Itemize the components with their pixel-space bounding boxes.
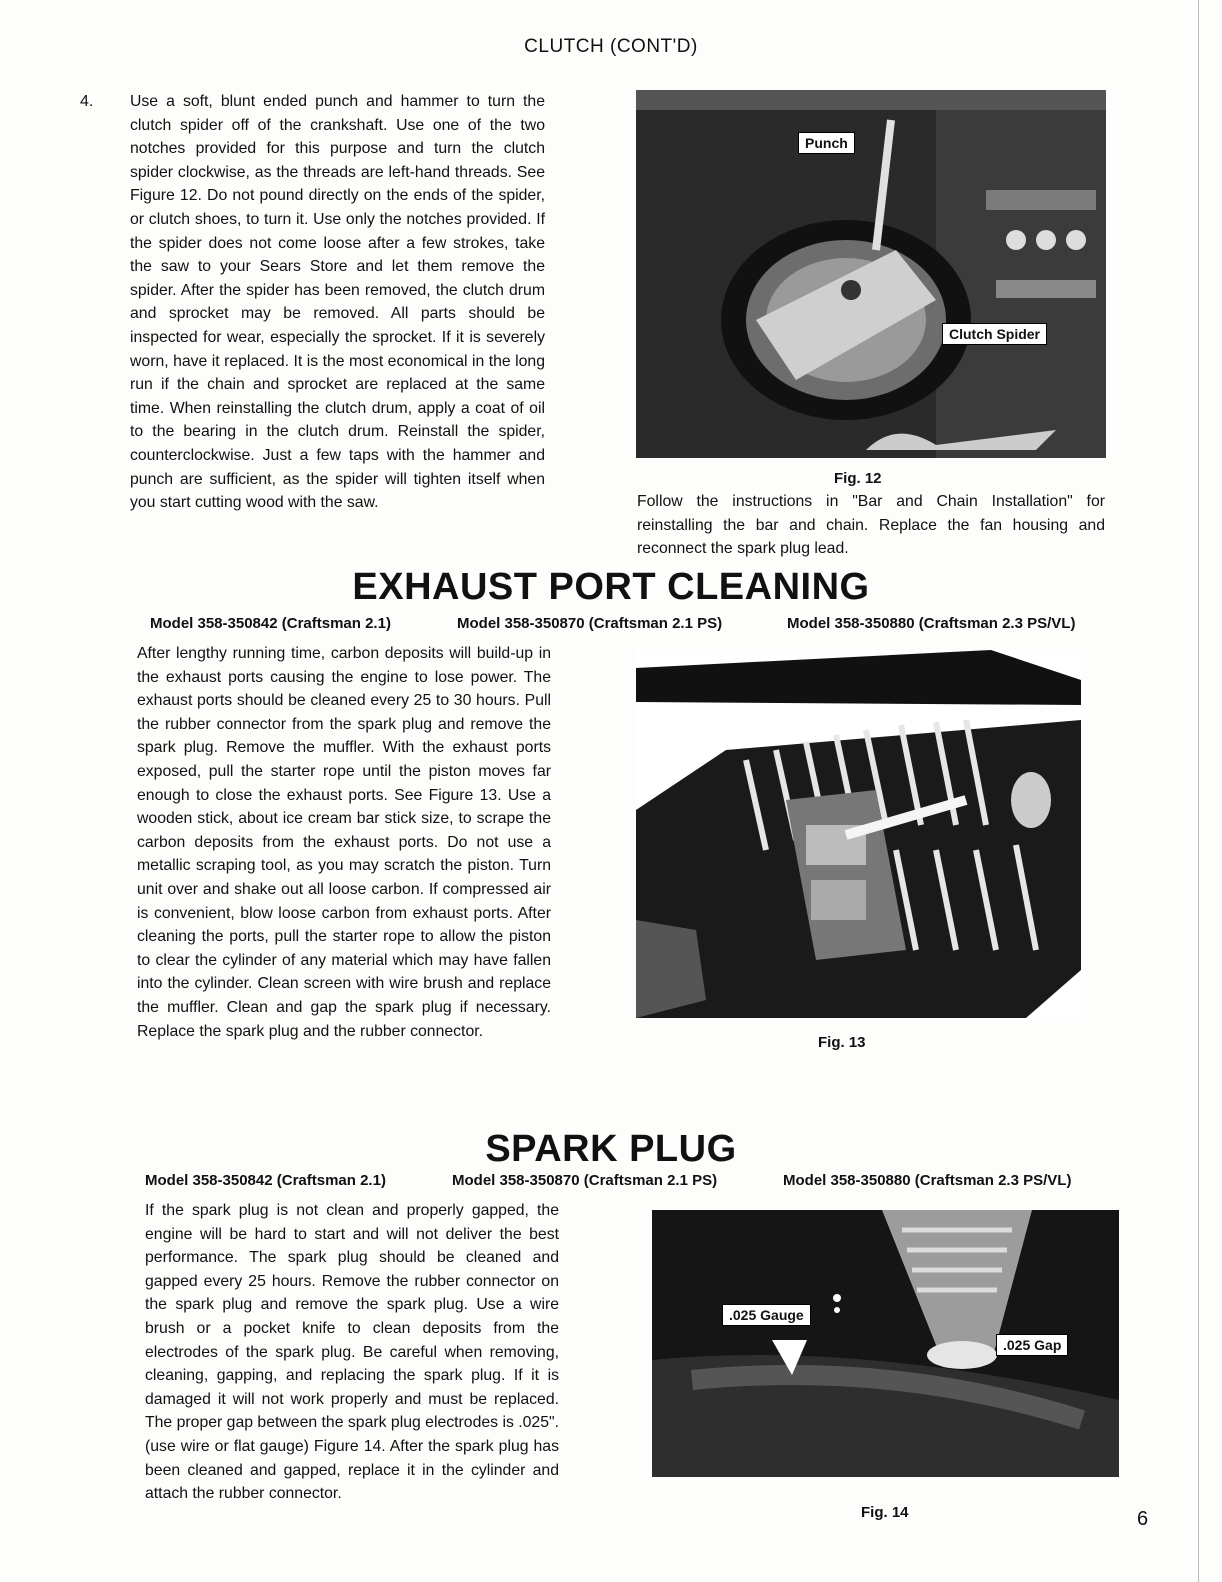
- spark-text: If the spark plug is not clean and properly gapped, the engine will be hard to start and will not deliver the best performance. The spark plug should be cleaned and gapped every 25 hours. Remove the rubber connector on the spark plug and remove the spark plug. Use a wire brush or a pocket knife to clean deposits from the electrodes of the spark plug. Be careful when removing, cleaning, gapping, and replacing the spark plug. If it is damaged it will not work properly and must be replaced. The proper gap between the spark plug electrodes is .025". (use wire or flat gauge) Figure 14. After the spark plug has been cleaned and gapped, replace it in the cylinder and attach the rubber connector.: [145, 1202, 559, 1503]
- exhaust-photo: [636, 650, 1081, 1018]
- exhaust-text: After lengthy running time, carbon deposits will build-up in the exhaust ports causing the engine to lose power. The exhaust ports should be cleaned every 25 to 30 hours. Pull the rubber connector from the spark plug and remove the spark plug. Remove the muffler. With the exhaust ports exposed, pull the starter rope until the piston moves far enough to close the exhaust ports. See Figure 13. Use a wooden stick, about ice cream bar stick size, to scrape the carbon deposits from the exhaust ports. Do not use a metallic scraping tool, as you may scratch the piston. Turn unit over and shake out all loose carbon. If compressed air is convenient, blow loose carbon from exhaust ports. After cleaning the ports, pull the starter rope to allow the piston to clear the cylinder of any material which may have fallen into the cylinder. Clean screen with wire brush and replace the muffler. Clean and gap the spark plug if necessary. Replace the spark plug and the rubber connector.: [137, 645, 551, 1040]
- page-header: CLUTCH (CONT'D): [524, 36, 698, 57]
- spark-plug-photo: [652, 1210, 1119, 1477]
- step-number: 4.: [80, 93, 94, 110]
- exhaust-model-3: Model 358-350880 (Craftsman 2.3 PS/VL): [787, 615, 1076, 632]
- callout-025-gap: .025 Gap: [996, 1334, 1068, 1356]
- callout-clutch-spider: Clutch Spider: [942, 323, 1047, 345]
- exhaust-model-1: Model 358-350842 (Craftsman 2.1): [150, 615, 391, 632]
- spark-model-3: Model 358-350880 (Craftsman 2.3 PS/VL): [783, 1172, 1072, 1189]
- clutch-photo: [636, 90, 1106, 458]
- follow-instructions-text: Follow the instructions in "Bar and Chain Installation" for reinstalling the bar and chain. Replace the fan housing and reconnect the spark plug lead.: [637, 493, 1105, 558]
- spark-model-1: Model 358-350842 (Craftsman 2.1): [145, 1172, 386, 1189]
- fig14-caption: Fig. 14: [861, 1504, 909, 1521]
- clutch-step-text: Use a soft, blunt ended punch and hammer to turn the clutch spider off of the crankshaft. Use one of the two notches provided for this purpose and turn the clutch spider clockwise, as the threads are left-hand threads. See Figure 12. Do not pound directly on the ends of the spider, or clutch shoes, to turn it. Use only the notches provided. If the spider does not come loose after a few strokes, take the saw to your Sears Store and let them remove the spider. After the spider has been removed, the clutch drum and sprocket may be removed. All parts should be inspected for wear, especially the sprocket. If it is severely worn, have it replaced. It is the most economical in the long run if the chain and sprocket are replaced at the same time. When reinstalling the clutch drum, apply a coat of oil to the bearing in the clutch drum. Reinstall the spider, counterclockwise. Just a few taps with the hammer and punch are sufficient, as the spider will tighten itself when you start cutting wood with the saw.: [130, 93, 545, 512]
- page-number: 6: [1137, 1508, 1149, 1530]
- fig12-caption: Fig. 12: [834, 470, 882, 487]
- exhaust-model-2: Model 358-350870 (Craftsman 2.1 PS): [457, 615, 723, 632]
- page-edge-line: [1198, 0, 1199, 1582]
- fig13-caption: Fig. 13: [818, 1034, 866, 1051]
- callout-025-gauge: .025 Gauge: [722, 1304, 811, 1326]
- exhaust-section-title: EXHAUST PORT CLEANING: [352, 566, 870, 608]
- spark-section-title: SPARK PLUG: [485, 1128, 737, 1170]
- spark-model-2: Model 358-350870 (Craftsman 2.1 PS): [452, 1172, 718, 1189]
- callout-punch: Punch: [798, 132, 855, 154]
